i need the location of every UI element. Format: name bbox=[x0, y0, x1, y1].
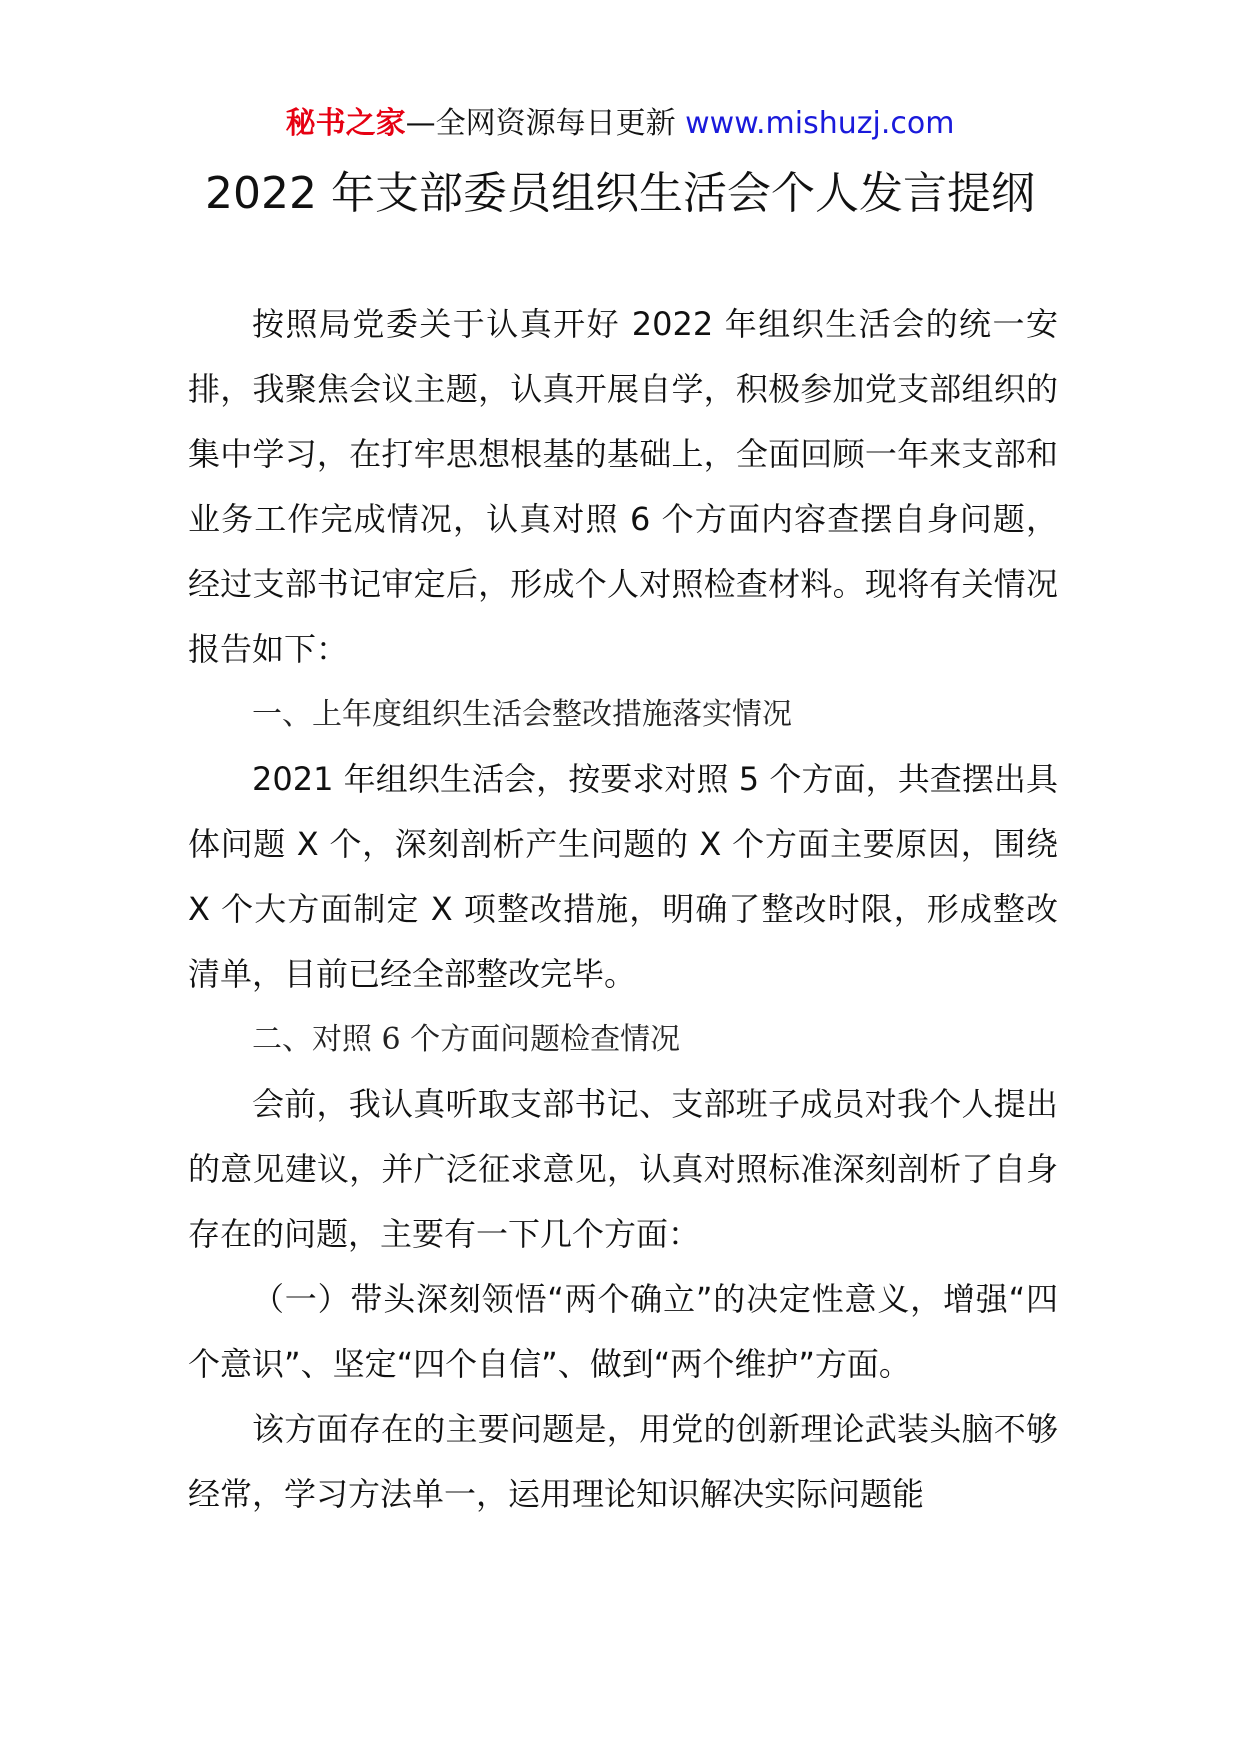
subsection-1-paragraph: 该方面存在的主要问题是，用党的创新理论武装头脑不够经常，学习方法单一，运用理论知识解决实际问题能 bbox=[188, 1410, 1058, 1513]
document-body bbox=[188, 292, 1058, 1527]
section-heading-1: 一、上年度组织生活会整改措施落实情况 bbox=[252, 697, 792, 732]
section-1-paragraph: 2021 年组织生活会，按要求对照 5 个方面，共查摆出具体问题 X 个，深刻剖析产生问题的 X 个方面主要原因，围绕 X 个大方面制定 X 项整改措施，明确了整改时限，形成整改清单，目前已经全部整改完毕。 bbox=[188, 760, 1058, 993]
site-url-link[interactable]: www.mishuzj.com bbox=[685, 106, 955, 141]
site-header bbox=[0, 104, 1240, 144]
section-heading-2: 二、对照 6 个方面问题检查情况 bbox=[252, 1022, 681, 1057]
document-title: 2022 年支部委员组织生活会个人发言提纲 bbox=[205, 168, 1035, 219]
site-tagline: —全网资源每日更新 bbox=[405, 106, 686, 141]
section-2-paragraph: 会前，我认真听取支部书记、支部班子成员对我个人提出的意见建议，并广泛征求意见，认真对照标准深刻剖析了自身存在的问题，主要有一下几个方面： bbox=[188, 1085, 1058, 1253]
site-brand: 秘书之家 bbox=[285, 106, 406, 141]
intro-paragraph: 按照局党委关于认真开好 2022 年组织生活会的统一安排，我聚焦会议主题，认真开展自学，积极参加党支部组织的集中学习，在打牢思想根基的基础上，全面回顾一年来支部和业务工作完成情况，认真对照 6 个方面内容查摆自身问题，经过支部书记审定后，形成个人对照检查材料。现将有关情况报告如下： bbox=[188, 305, 1058, 668]
subsection-1-title: （一）带头深刻领悟“两个确立”的决定性意义，增强“四个意识”、坚定“四个自信”、做到“两个维护”方面。 bbox=[188, 1280, 1058, 1383]
